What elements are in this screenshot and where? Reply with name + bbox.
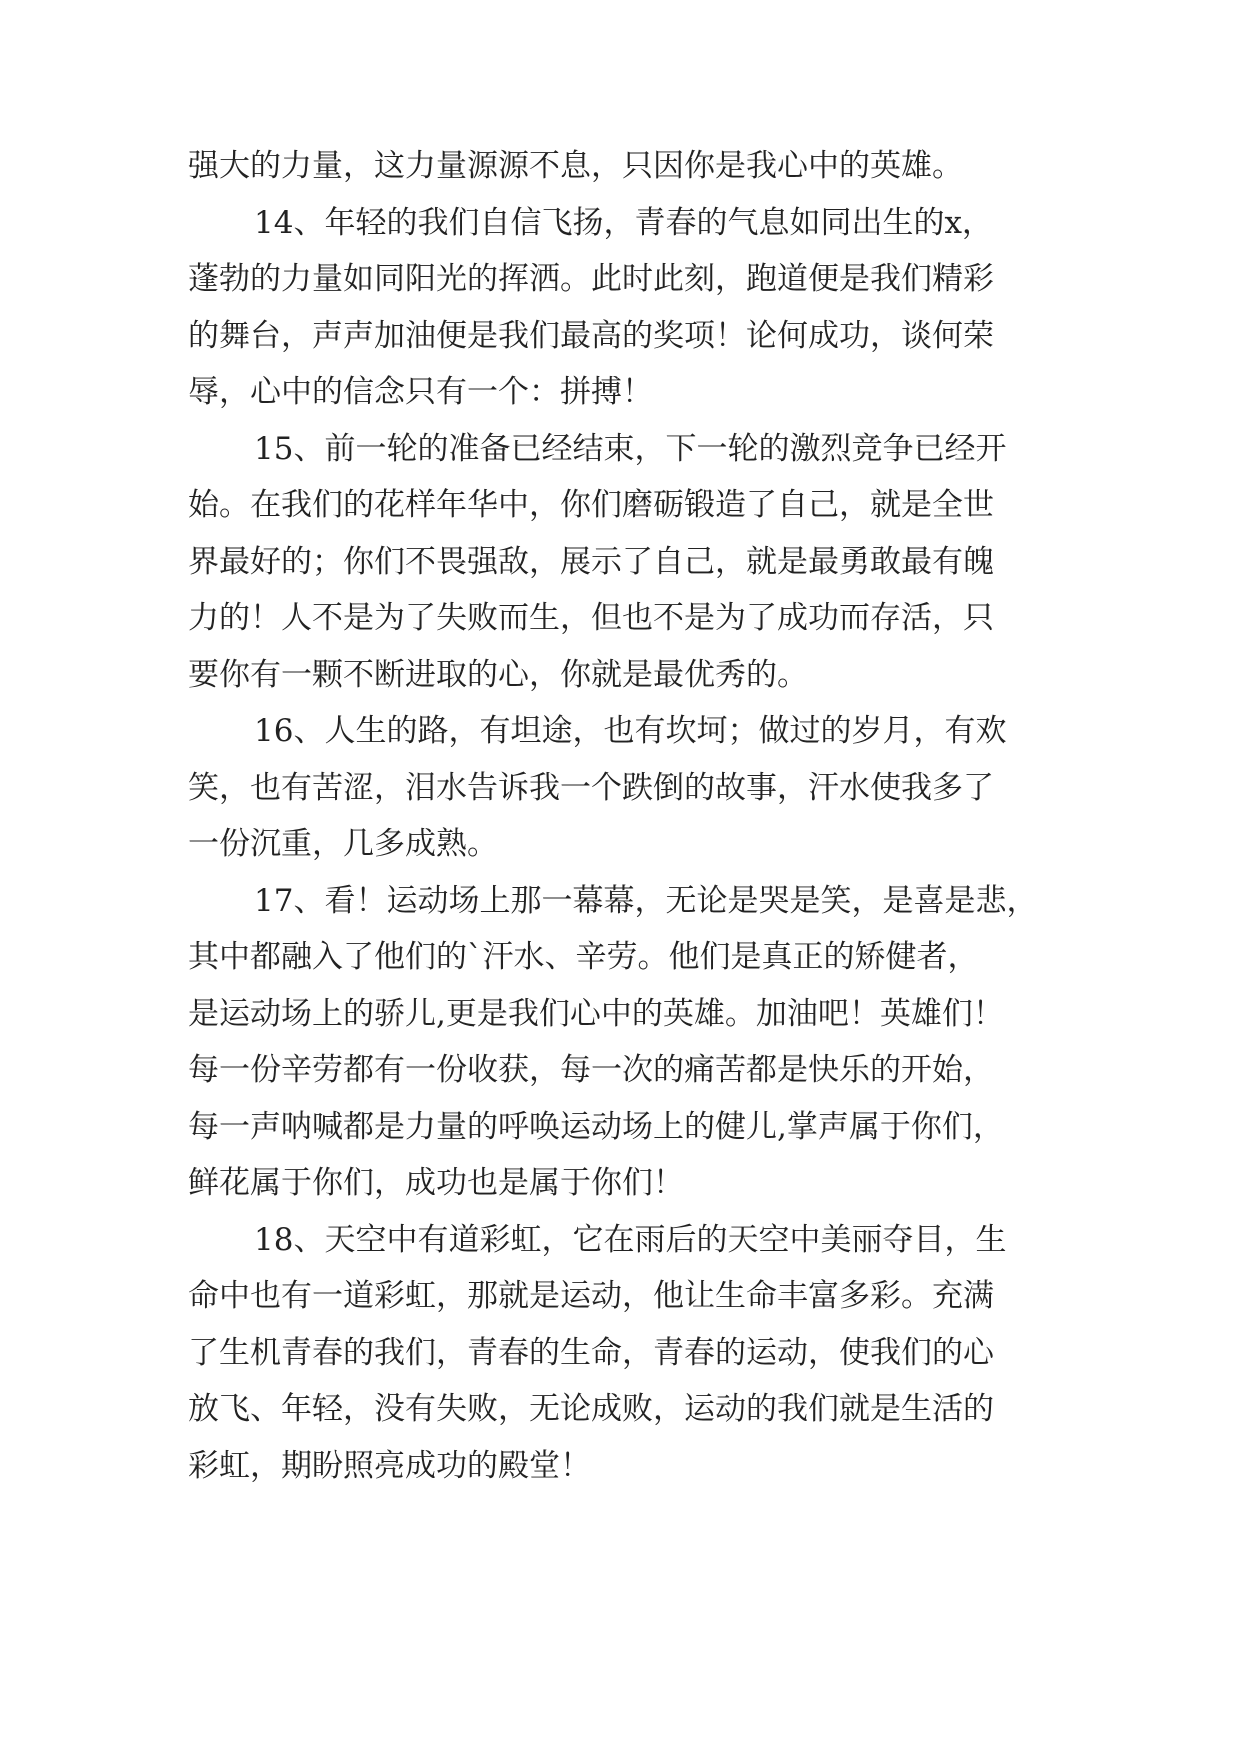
text-line: 每一份辛劳都有一份收获，每一次的痛苦都是快乐的开始， — [188, 1052, 994, 1088]
text-line: 界最好的；你们不畏强敌，展示了自己，就是最勇敢最有魄 — [188, 544, 994, 580]
text-line: 要你有一颗不断进取的心，你就是最优秀的。 — [188, 657, 808, 693]
paragraph-15-first-line: 15、前一轮的准备已经结束，下一轮的激烈竞争已经开 — [254, 431, 1007, 467]
text-line: 始。在我们的花样年华中，你们磨砺锻造了自己，就是全世 — [188, 487, 994, 523]
text-line: 的舞台，声声加油便是我们最高的奖项！论何成功，谈何荣 — [188, 318, 994, 354]
text-line: 强大的力量，这力量源源不息，只因你是我心中的英雄。 — [188, 148, 963, 184]
text-line: 是运动场上的骄儿,更是我们心中的英雄。加油吧！英雄们！ — [188, 996, 1004, 1032]
paragraph-16-first-line: 16、人生的路，有坦途，也有坎坷；做过的岁月，有欢 — [254, 713, 1007, 749]
text-line: 蓬勃的力量如同阳光的挥洒。此时此刻，跑道便是我们精彩 — [188, 261, 994, 297]
text-line: 力的！人不是为了失败而生，但也不是为了成功而存活，只 — [188, 600, 994, 636]
text-line: 鲜花属于你们，成功也是属于你们！ — [188, 1165, 684, 1201]
text-line: 彩虹，期盼照亮成功的殿堂！ — [188, 1448, 591, 1484]
text-line: 放飞、年轻，没有失败，无论成败，运动的我们就是生活的 — [188, 1391, 994, 1427]
paragraph-17-first-line: 17、看！运动场上那一幕幕，无论是哭是笑，是喜是悲， — [254, 883, 1038, 919]
text-line: 命中也有一道彩虹，那就是运动，他让生命丰富多彩。充满 — [188, 1278, 994, 1314]
text-line: 每一声呐喊都是力量的呼唤运动场上的健儿,掌声属于你们， — [188, 1109, 1004, 1145]
text-line: 了生机青春的我们，青春的生命，青春的运动，使我们的心 — [188, 1335, 994, 1371]
paragraph-18-first-line: 18、天空中有道彩虹，它在雨后的天空中美丽夺目，生 — [254, 1222, 1007, 1258]
text-line: 一份沉重，几多成熟。 — [188, 826, 498, 862]
text-line: 笑，也有苦涩，泪水告诉我一个跌倒的故事，汗水使我多了 — [188, 770, 994, 806]
text-line: 辱，心中的信念只有一个：拼搏！ — [188, 374, 653, 410]
paragraph-14-first-line: 14、年轻的我们自信飞扬，青春的气息如同出生的x， — [254, 205, 993, 241]
text-line: 其中都融入了他们的`汗水、辛劳。他们是真正的矫健者， — [188, 939, 979, 975]
